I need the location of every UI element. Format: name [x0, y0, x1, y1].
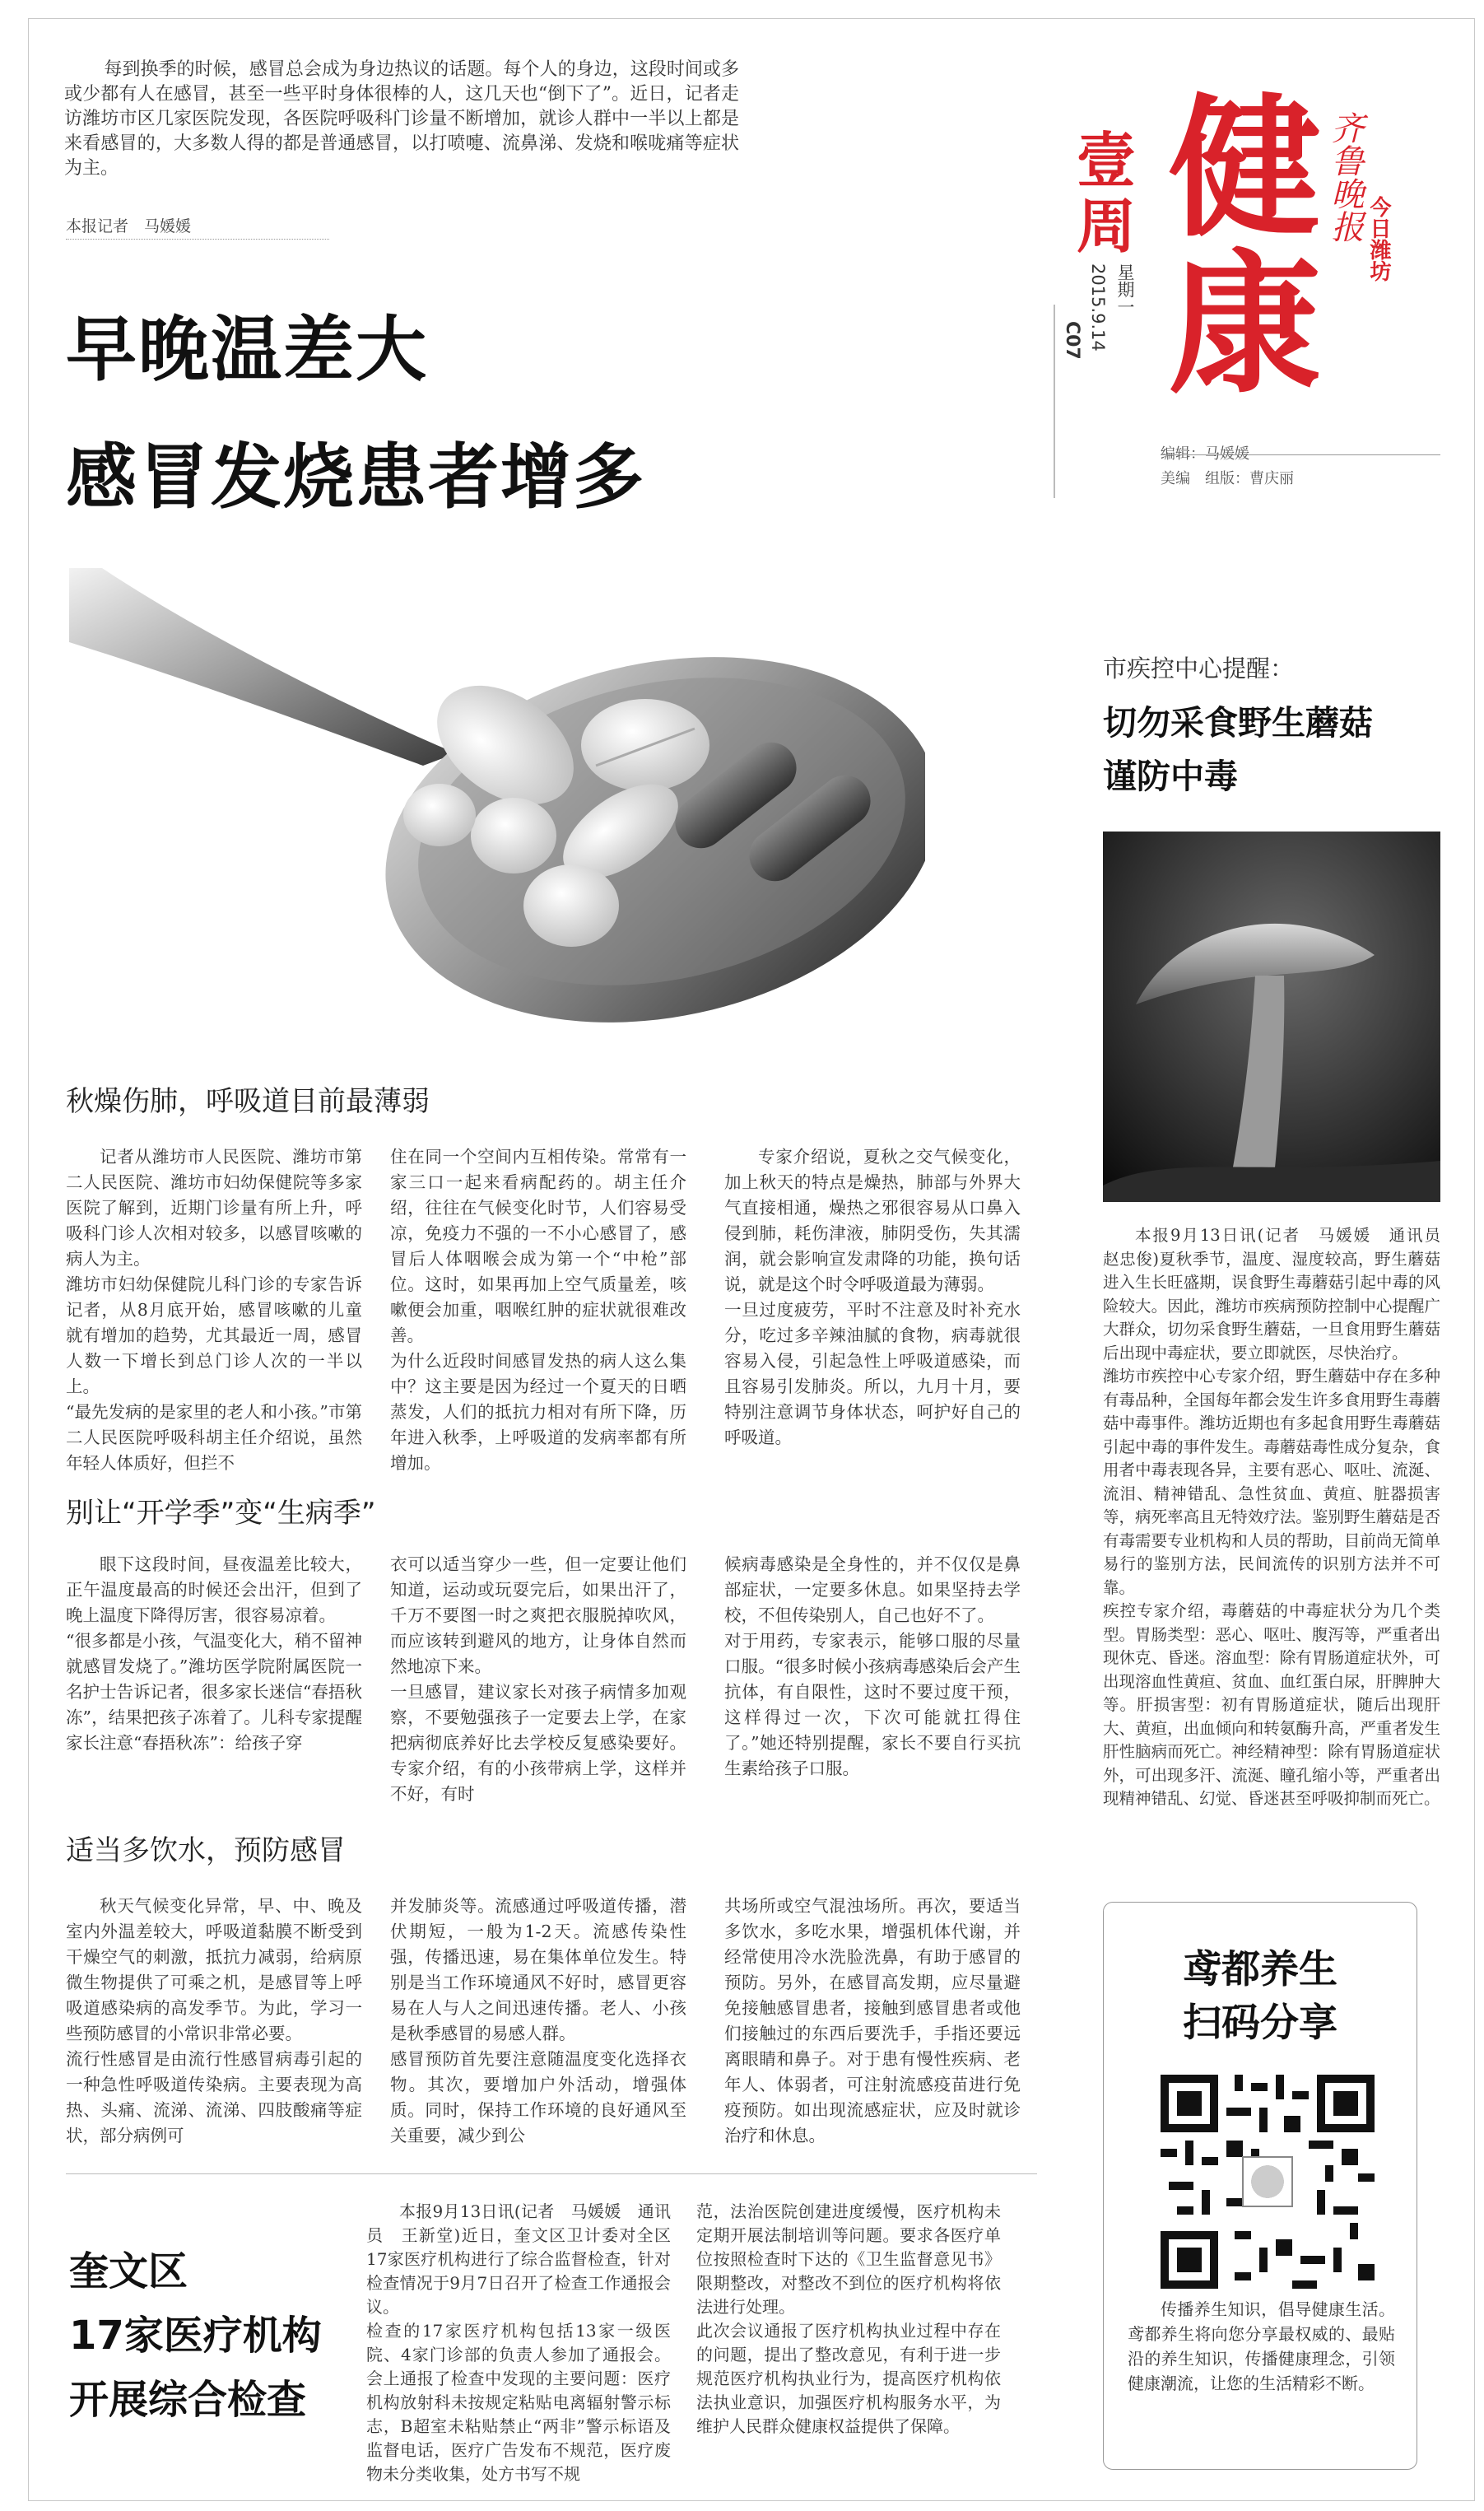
sidebar-headline-1: 切勿采食野生蘑菇	[1103, 703, 1373, 743]
brand-sub: 今日潍坊	[1366, 196, 1391, 282]
section-1-col-3: 专家介绍说，夏秋之交气候变化，加上秋天的特点是燥热，肺部与外界大气直接相通，燥热之邪很容易从口鼻入侵到肺，耗伤津液，肺阴受伤，失其濡润，就会影响宣发肃降的功能，换句话说，就是这个时令呼吸道最为薄弱。 一旦过度疲劳，平时不注意及时补充水分，吃过多辛辣油腻的食物，病毒就很容易入侵，引起急性上呼吸道感染，而且容易引发肺炎。所以，九月十月，要特别注意调节身体状态，呵护好自己的呼吸道。	[724, 1147, 1021, 1447]
week-char-1: 壹	[1077, 126, 1137, 195]
sidebar-story-text: 本报9月13日讯(记者 马媛媛 通讯员 赵忠俊)夏秋季节，温度、湿度较高，野生蘑菇进入生长旺盛期，误食野生毒蘑菇引起中毒的风险较大。因此，潍坊市疾病预防控制中心提醒广大群众，切勿采食野生蘑菇，一旦食用野生蘑菇后出现中毒症状，要立即就医，尽快治疗。 潍坊市疾控中心专家介绍，野生蘑菇中存在多种有毒品种，全国每年都会发生许多食用野生毒蘑菇中毒事件。潍坊近期也有多起食用野生毒蘑菇引起中毒的事件发生。毒蘑菇毒性成分复杂，食用者中毒表现各异，主要有恶心、呕吐、流涎、流泪、精神错乱、急性贫血、黄疸、脏器损害等，病死率高且无特效疗法。鉴别野生蘑菇是否有毒需要专业机构和人员的帮助，目前尚无简单易行的鉴别方法，民间流传的识别方法并不可靠。 疾控专家介绍，毒蘑菇的中毒症状分为几个类型。胃肠类型：恶心、呕吐、腹泻等，严重者出现休克、昏迷。溶血型：除有胃肠道症状外，可出现溶血性黄疸、贫血、血红蛋白尿，肝脾肿大等。肝损害型：初有胃肠道症状，随后出现肝大、黄疸，出血倾向和转氨酶升高，严重者发生肝性脑病而死亡。神经精神型：除有胃肠道症状外，可出现多汗、流涎、瞳孔缩小等，严重者出现精神错乱、幻觉、昏迷甚至呼吸抑制而死亡。	[1103, 1226, 1440, 1808]
section-1-col-2: 住在同一个空间内互相传染。常常有一家三口一起来看病配药的。胡主任介绍，往往在气候变化时节，人们容易受凉，免疫力不强的一不小心感冒了，感冒后人体咽喉会成为第一个“中枪”部位。这时，如果再加上空气质量差，咳嗽便会加重，咽喉红肿的症状就很难改善。 为什么近段时间感冒发热的病人这么集中？这主要是因为经过一个夏天的日晒蒸发，人们的抵抗力相对有所下降，历年进入秋季，上呼吸道的发病率都有所增加。	[390, 1147, 686, 1473]
headline-line-1: 早晚温差大	[66, 309, 428, 391]
bottom-story-col-2: 范，法治医院创建进度缓慢，医疗机构未定期开展法制培训等问题。要求各医疗单位按照检查时下达的《卫生监督意见书》限期整改，对整改不到位的医疗机构将依法进行处理。 此次会议通报了医疗机构执业过程中存在的问题，提出了整改意见，有利于进一步规范医疗机构执业行为，提高医疗机构依法执业意识，加强医疗机构服务水平，为维护人民群众健康权益提供了保障。	[696, 2201, 1001, 2436]
masthead-title	[1169, 80, 1333, 414]
section-3-col-2: 并发肺炎等。流感通过呼吸道传播，潜伏期短，一般为1-2天。流感传染性强，传播迅速，易在集体单位发生。特别是当工作环境通风不好时，感冒更容易在人与人之间迅速传播。老人、小孩是秋季感冒的易感人群。 感冒预防首先要注意随温度变化选择衣物。其次，要增加户外活动，增强体质。同时，保持工作环境的良好通风至关重要，减少到公	[390, 1896, 686, 2145]
section-2-heading: 别让“开学季”变“生病季”	[66, 1497, 376, 1530]
sidebar-kicker: 市疾控中心提醒：	[1103, 655, 1295, 682]
headline-line-2: 感冒发烧患者增多	[66, 436, 645, 519]
bottom-headline-line-3: 开展综合检查	[69, 2377, 307, 2423]
sidebar-headline-2: 谨防中毒	[1103, 757, 1238, 796]
section-3-col-3: 共场所或空气混浊场所。再次，要适当多饮水，多吃水果，增强机体代谢，并经常使用冷水洗脸洗鼻，有助于感冒的预防。另外，在感冒高发期，应尽量避免接触感冒患者，接触到感冒患者或他们接触过的东西后要洗手，手指还要远离眼睛和鼻子。对于患有慢性疾病、老年人、体弱者，可注射流感疫苗进行免疫预防。如出现流感症状，应及时就诊治疗和休息。	[724, 1896, 1021, 2145]
lead-byline: 本报记者 马媛媛	[66, 214, 329, 240]
bottom-headline-line-2: 17家医疗机构	[69, 2313, 322, 2359]
bottom-story-col-1: 本报9月13日讯(记者 马媛媛 通讯员 王新堂)近日，奎文区卫计委对全区17家医疗机构进行了综合监督检查，针对检查情况于9月7日召开了检查工作通报会议。 检查的17家医疗机构包括13家一级医院、4家门诊部的负责人参加了通报会。会上通报了检查中发现的主要问题：医疗机构放射科未按规定粘贴电离辐射警示标志，B超室未粘贴禁止“两非”警示标语及监督电话，医疗广告发布不规范，医疗废物未分类收集，处方书写不规	[366, 2201, 671, 2484]
section-2-col-2: 衣可以适当穿少一些，但一定要让他们知道，运动或玩耍完后，如果出汗了，千万不要图一时之爽把衣服脱掉吹风，而应该转到避风的地方，让身体自然而然地凉下来。 一旦感冒，建议家长对孩子病情多加观察，不要勉强孩子一定要去上学，在家把病彻底养好比去学校反复感染要好。专家介绍，有的小孩带病上学，这样并不好，有时	[390, 1554, 686, 1804]
section-3-col-1: 秋天气候变化异常，早、中、晚及室内外温差较大，呼吸道黏膜不断受到干燥空气的刺激，抵抗力减弱，给病原微生物提供了可乘之机，是感冒等上呼吸道感染病的高发季节。为此，学习一些预防感冒的小常识非常必要。 流行性感冒是由流行性感冒病毒引起的一种急性呼吸道传染病。主要表现为高热、头痛、流涕、流涕、四肢酸痛等症状，部分病例可	[66, 1896, 362, 2145]
masthead-page-no: C07	[1062, 321, 1082, 360]
section-3-heading: 适当多饮水，预防感冒	[66, 1834, 346, 1867]
promo-title-2: 扫码分享	[1183, 2001, 1337, 2046]
masthead-week	[1077, 128, 1151, 259]
title-char-2: 康	[1169, 236, 1321, 414]
section-1-heading: 秋燥伤肺，呼吸道目前最薄弱	[66, 1085, 430, 1118]
bottom-headline-line-1: 奎文区	[69, 2248, 188, 2294]
section-2-col-3: 候病毒感染是全身性的，并不仅仅是鼻部症状，一定要多休息。如果坚持去学校，不但传染别人，自己也好不了。 对于用药，专家表示，能够口服的尽量口服。“很多时候小孩病毒感染后会产生抗体，有自限性，这时不要过度干预，这样得过一次，下次可能就扛得住了。”她还特别提醒，家长不要自行买抗生素给孩子口服。	[724, 1554, 1021, 1778]
promo-title-1: 鸢都养生	[1183, 1947, 1337, 1992]
qr-code[interactable]	[1161, 2075, 1375, 2289]
masthead-weekday: 星期一	[1115, 263, 1135, 315]
pills-on-spoon-photo	[69, 568, 925, 1046]
lead-intro: 每到换季的时候，感冒总会成为身边热议的话题。每个人的身边，这段时间或多或少都有人在感冒，甚至一些平时身体很棒的人，这几天也“倒下了”。近日，记者走访潍坊市区几家医院发现，各医院呼吸科门诊量不断增加，就诊人群中一半以上都是来看感冒的，大多数人得的都是普通感冒，以打喷嚏、流鼻涕、发烧和喉咙痛等症状为主。	[64, 59, 739, 179]
section-2-col-1: 眼下这段时间，昼夜温差比较大，正午温度最高的时候还会出汗，但到了晚上温度下降得厉害，很容易凉着。 “很多都是小孩，气温变化大，稍不留神就感冒发烧了。”潍坊医学院附属医院一名护士告诉记者，很多家长迷信“春捂秋冻”，结果把孩子冻着了。儿科专家提醒家长注意“春捂秋冻”：给孩子穿	[66, 1554, 362, 1753]
masthead-rule	[1161, 454, 1440, 455]
masthead-designer: 美编 组版：曹庆丽	[1161, 470, 1294, 487]
brand-script-logo: 齐鲁晚报	[1326, 111, 1364, 243]
week-char-2: 周	[1077, 192, 1137, 261]
section-1-col-1: 记者从潍坊市人民医院、潍坊市第二人民医院、潍坊市妇幼保健院等多家医院了解到，近期门诊量有所上升，呼吸科门诊人次相对较多，以感冒咳嗽的病人为主。 潍坊市妇幼保健院儿科门诊的专家告诉记者，从8月底开始，感冒咳嗽的儿童就有增加的趋势，尤其最近一周，感冒人数一下增长到总门诊人次的一半以上。 “最先发病的是家里的老人和小孩。”市第二人民医院呼吸科胡主任介绍说，虽然年轻人体质好，但拦不	[66, 1147, 362, 1473]
bottom-story-headline	[69, 2239, 322, 2432]
mushroom-photo	[1103, 832, 1440, 1202]
masthead-editor: 编辑：马媛媛	[1161, 445, 1249, 463]
bottom-story-rule	[66, 2173, 1037, 2174]
title-char-1: 健	[1169, 80, 1321, 258]
masthead-date: 2015.9.14	[1088, 263, 1108, 352]
promo-text: 传播养生知识，倡导健康生活。鸢都养生将向您分享最权威的、最贴沿的养生知识，传播健康理念，引领健康潮流，让您的生活精彩不断。	[1128, 2299, 1395, 2393]
masthead-divider	[1054, 305, 1055, 498]
